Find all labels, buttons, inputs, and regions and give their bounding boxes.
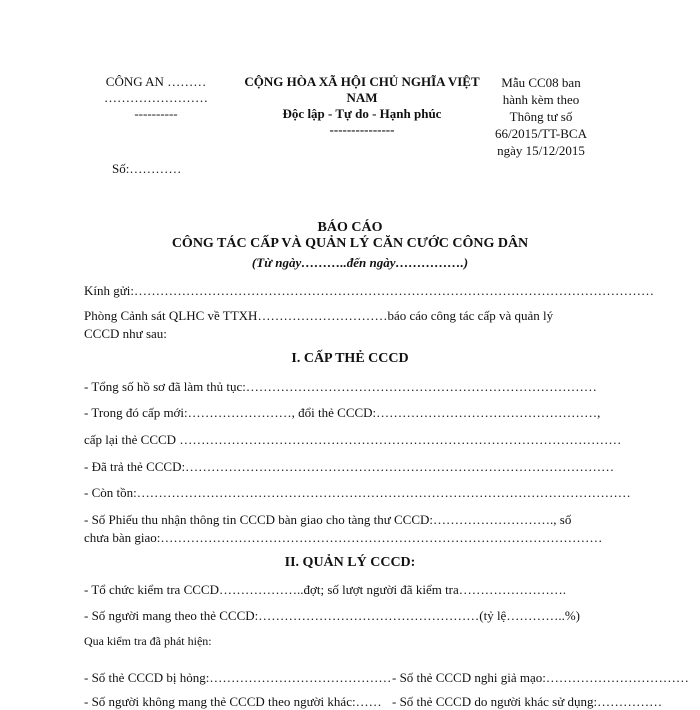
section-2-item: - Số người mang theo thẻ CCCD:……………………………………………(tỷ lệ…………..%) [84, 608, 580, 623]
section-1-item: chưa bàn giao:………………………………………………………………………………………… [84, 530, 603, 545]
findings-label: Qua kiểm tra đã phát hiện: [84, 634, 212, 648]
header-center-divider: --------------- [329, 122, 395, 137]
form-reference [486, 74, 596, 159]
form-ref-line-4: 66/2015/TT-BCA [495, 126, 587, 141]
header-agency-sub: …………………… [104, 90, 208, 105]
header-agency: CÔNG AN ……… [105, 74, 207, 89]
national-motto: Độc lập - Tự do - Hạnh phúc [282, 106, 442, 121]
header-left-block [86, 74, 226, 122]
report-title: BÁO CÁO [317, 220, 383, 235]
header-left-divider: ---------- [134, 106, 178, 121]
form-ref-line-3: Thông tư số [509, 109, 573, 124]
section-2-heading: II. QUẢN LÝ CCCD: [284, 555, 416, 570]
recipient-line: Kính gửi:………………………………………………………………………………………………………… [84, 283, 655, 298]
counterfeit-cards-item: - Số thẻ CCCD nghi giả mạo:…………………………… [392, 670, 689, 685]
national-title-cont: NAM [346, 90, 378, 105]
header-center-block [222, 74, 502, 138]
form-ref-line-1: Mẫu CC08 ban [501, 75, 581, 90]
no-card-item: - Số người không mang thẻ CCCD theo người khác:…… [84, 694, 382, 709]
section-1-item: - Còn tồn:…………………………………………………………………………………………………… [84, 485, 631, 500]
intro-line-1: Phòng Cảnh sát QLHC về TTXH…………………………báo cáo công tác cấp và quản lý [84, 308, 554, 323]
section-1-item: - Tổng số hồ sơ đã làm thủ tục:……………………………………………………………………… [84, 379, 597, 394]
form-ref-line-2: hành kèm theo [502, 92, 580, 107]
section-1-heading: I. CẤP THẺ CCCD [291, 351, 409, 366]
section-2-item: - Tổ chức kiểm tra CCCD………………..đợt; số lượt người đã kiểm tra……………………. [84, 582, 567, 597]
report-period: (Từ ngày………..đến ngày…………….) [251, 255, 469, 270]
damaged-cards-item: - Số thẻ CCCD bị hỏng:…………………………………… [84, 670, 392, 685]
section-1-item: cấp lại thẻ CCCD ………………………………………………………………………………………… [84, 432, 622, 447]
document-number: Số:………… [112, 161, 182, 176]
intro-line-2: CCCD như sau: [84, 326, 167, 341]
section-1-item: - Trong đó cấp mới:……………………, đổi thẻ CCCD:……………………………………………, [84, 405, 601, 420]
misused-cards-item: - Số thẻ CCCD do người khác sử dụng:…………… [392, 694, 663, 709]
report-subtitle: CÔNG TÁC CẤP VÀ QUẢN LÝ CĂN CƯỚC CÔNG DÂN [171, 236, 529, 251]
national-title: CỘNG HÒA XÃ HỘI CHỦ NGHĨA VIỆT [244, 74, 480, 89]
form-ref-line-5: ngày 15/12/2015 [497, 143, 585, 158]
section-1-item: - Đã trả thẻ CCCD:……………………………………………………………………………………… [84, 459, 615, 474]
section-1-item: - Số Phiếu thu nhận thông tin CCCD bàn giao cho tàng thư CCCD:………………………., số [84, 512, 572, 527]
